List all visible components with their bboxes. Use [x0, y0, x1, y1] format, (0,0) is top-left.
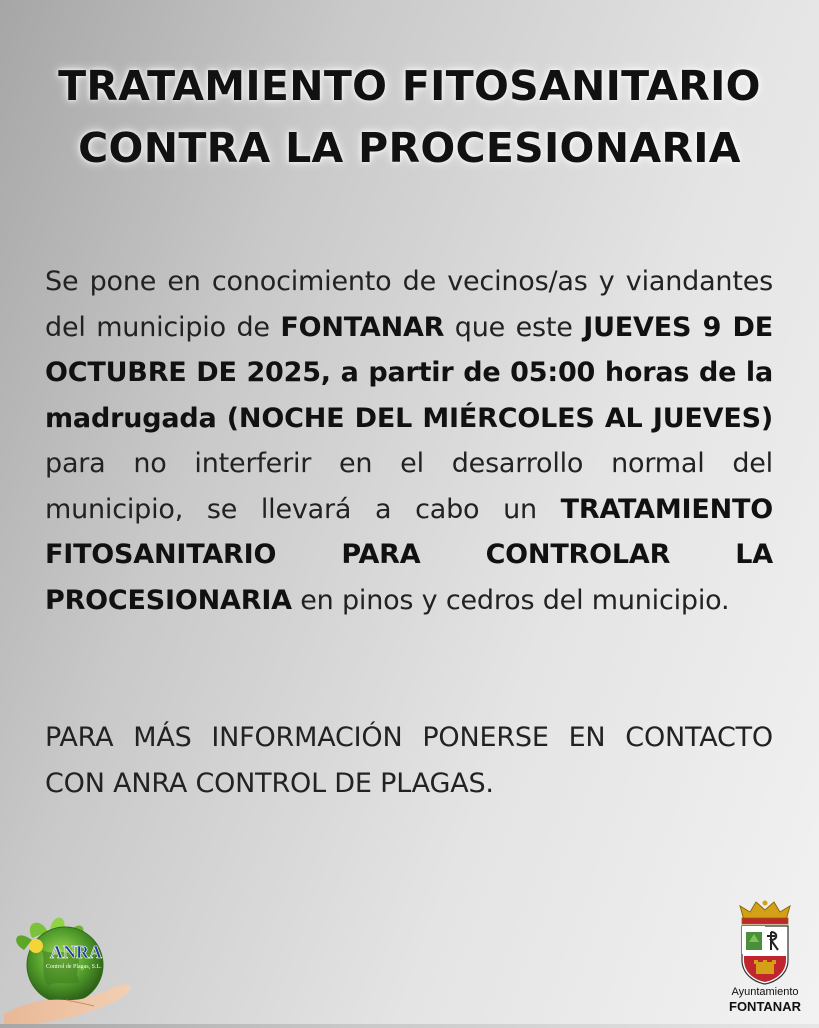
- coat-of-arms-icon: [718, 898, 812, 986]
- title-line-2: CONTRA LA PROCESIONARIA: [78, 124, 741, 172]
- anra-logo-subtitle: Control de Plagas, S.L.: [46, 964, 102, 970]
- notice-paragraph: [45, 259, 773, 623]
- title-line-1: TRATAMIENTO FITOSANITARIO: [58, 62, 761, 110]
- treatment-name: TRATAMIENTO FITOSANITARIO PARA CONTROLAR LA PROCESIONARIA: [45, 493, 773, 616]
- anra-globe-hand-icon: [2, 910, 137, 1024]
- ayuntamiento-label: Ayuntamiento: [731, 986, 799, 998]
- notice-title: [0, 55, 819, 179]
- notice-connector: que este: [444, 311, 584, 343]
- notice-body: [45, 259, 773, 623]
- ayuntamiento-logo: [718, 898, 812, 1018]
- treatment-date-time: JUEVES 9 DE OCTUBRE DE 2025, a partir de 05:00 horas de la madrugada (NOCHE DEL MIÉRCOLES AL JUEVES): [45, 311, 773, 434]
- notice-location: en pinos y cedros del municipio.: [291, 584, 730, 616]
- anra-logo-name: ANRA: [50, 942, 102, 962]
- notice-purpose: para no interferir en el desarrollo normal del municipio, se llevará a cabo un: [45, 448, 773, 525]
- notice-intro: Se pone en conocimiento de vecinos/as y viandantes del municipio de: [45, 266, 773, 343]
- anra-logo: [2, 910, 137, 1024]
- municipality-name: FONTANAR: [280, 311, 445, 343]
- ayuntamiento-town-label: FONTANAR: [729, 999, 801, 1014]
- contact-info: PARA MÁS INFORMACIÓN PONERSE EN CONTACTO CON ANRA CONTROL DE PLAGAS.: [45, 722, 773, 799]
